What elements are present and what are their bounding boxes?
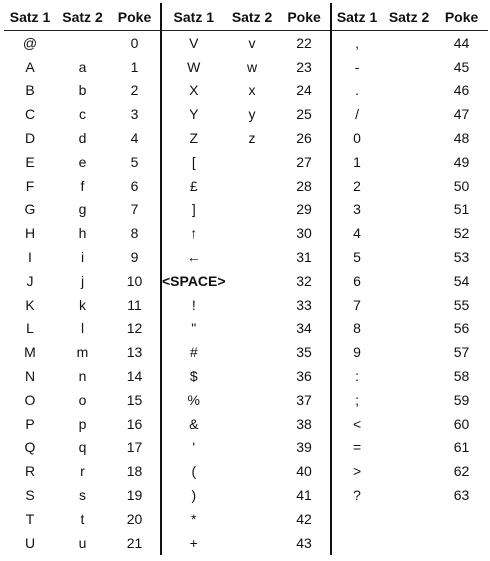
table-row: [4, 79, 488, 103]
table-cell: 43: [279, 531, 331, 555]
table-cell: W: [187, 58, 201, 75]
table-cell: 2: [109, 79, 161, 103]
table-cell: [331, 531, 383, 555]
table-cell: 0: [109, 31, 161, 55]
table-cell: -: [354, 58, 360, 75]
table-cell: #: [189, 344, 198, 361]
table-header-row: [4, 3, 488, 31]
table-cell: c: [79, 106, 86, 123]
table-cell: 12: [109, 317, 161, 341]
table-cell: .: [355, 82, 359, 99]
table-cell: ,: [355, 34, 359, 51]
table-cell: o: [78, 391, 87, 408]
table-cell: 25: [279, 102, 331, 126]
table-cell: 58: [453, 368, 470, 385]
table-cell: [226, 483, 279, 507]
table-cell: [383, 269, 436, 293]
column-header: Poke: [436, 3, 488, 31]
table-cell: m: [76, 344, 89, 361]
table-cell: [383, 507, 436, 531]
table-cell: A: [25, 58, 35, 75]
table-cell: [226, 436, 279, 460]
table-cell: [383, 317, 436, 341]
table-cell: [383, 31, 436, 55]
table-cell: 42: [279, 507, 331, 531]
column-header: Satz 2: [56, 3, 109, 31]
column-header: Satz 1: [161, 3, 226, 31]
table-cell: 6: [109, 174, 161, 198]
table-cell: [383, 245, 436, 269]
table-cell: ←: [186, 249, 201, 266]
table-cell: [: [191, 153, 196, 170]
table-cell: 27: [279, 150, 331, 174]
table-cell: [383, 55, 436, 79]
table-cell: X: [189, 82, 199, 99]
table-cell: [383, 198, 436, 222]
table-cell: 49: [453, 153, 470, 170]
table-cell: f: [80, 177, 85, 194]
table-cell: b: [78, 82, 87, 99]
table-cell: [226, 388, 279, 412]
table-cell: R: [24, 463, 36, 480]
table-cell: [226, 198, 279, 222]
table-row: [4, 55, 488, 79]
table-cell: 10: [109, 269, 161, 293]
table-cell: E: [25, 153, 35, 170]
table-cell: T: [25, 510, 35, 527]
table-cell: [383, 126, 436, 150]
table-cell: 56: [453, 320, 470, 337]
table-cell: 57: [453, 344, 470, 361]
table-cell: !: [191, 296, 196, 313]
table-cell: [383, 483, 436, 507]
table-cell: [383, 150, 436, 174]
table-cell: [226, 317, 279, 341]
table-row: [4, 198, 488, 222]
table-cell: 3: [353, 201, 361, 218]
table-cell: [226, 293, 279, 317]
table-cell: *: [191, 510, 197, 527]
table-cell: 6: [353, 272, 361, 289]
table-cell: [436, 507, 488, 531]
table-cell: 1: [109, 55, 161, 79]
table-cell: [226, 340, 279, 364]
table-cell: [383, 412, 436, 436]
table-cell: L: [26, 320, 34, 337]
table-cell: x: [248, 82, 256, 99]
table-cell: y: [248, 106, 256, 123]
table-cell: 34: [279, 317, 331, 341]
table-cell: H: [24, 225, 36, 242]
table-cell: 63: [453, 487, 470, 504]
table-row: [4, 245, 488, 269]
table-row: [4, 126, 488, 150]
table-cell: 17: [109, 436, 161, 460]
table-cell: 15: [109, 388, 161, 412]
table-cell: 54: [453, 272, 470, 289]
table-row: [4, 221, 488, 245]
table-cell: 46: [453, 82, 470, 99]
table-cell: 4: [353, 225, 361, 242]
table-cell: ": [191, 320, 197, 337]
table-row: [4, 31, 488, 55]
table-cell: =: [352, 439, 362, 456]
table-row: [4, 412, 488, 436]
table-cell: I: [28, 249, 32, 266]
table-cell: 40: [279, 459, 331, 483]
table-cell: 13: [109, 340, 161, 364]
table-row: [4, 483, 488, 507]
table-row: [4, 388, 488, 412]
table-cell: Q: [24, 439, 36, 456]
table-cell: 18: [109, 459, 161, 483]
table-row: [4, 174, 488, 198]
table-cell: 50: [453, 177, 470, 194]
table-cell: 48: [453, 130, 470, 147]
table-cell: Y: [189, 106, 199, 123]
column-header: Satz 1: [331, 3, 383, 31]
table-cell: 37: [279, 388, 331, 412]
table-cell: [383, 79, 436, 103]
table-cell: 26: [279, 126, 331, 150]
table-cell: <SPACE>: [162, 272, 226, 289]
table-cell: [226, 531, 279, 555]
table-cell: i: [80, 249, 85, 266]
table-cell: g: [78, 201, 87, 218]
table-cell: 29: [279, 198, 331, 222]
table-cell: 16: [109, 412, 161, 436]
table-cell: K: [25, 296, 35, 313]
table-cell: 9: [353, 344, 361, 361]
table-cell: [226, 269, 279, 293]
table-cell: 62: [453, 463, 470, 480]
table-cell: [226, 507, 279, 531]
table-cell: 5: [353, 249, 361, 266]
table-cell: ': [192, 439, 196, 456]
table-cell: 53: [453, 249, 470, 266]
table-cell: <: [352, 415, 362, 432]
table-cell: ;: [355, 391, 359, 408]
table-cell: ?: [353, 487, 361, 504]
table-cell: [383, 102, 436, 126]
table-cell: k: [79, 296, 86, 313]
table-cell: Z: [189, 130, 199, 147]
table-body: [4, 31, 488, 555]
table-cell: S: [25, 487, 35, 504]
table-cell: [383, 388, 436, 412]
table-cell: e: [78, 153, 87, 170]
table-cell: 38: [279, 412, 331, 436]
table-cell: >: [352, 463, 362, 480]
table-cell: 55: [453, 296, 470, 313]
table-cell: 45: [453, 58, 470, 75]
table-cell: 61: [453, 439, 470, 456]
table-cell: [56, 31, 109, 55]
column-header: Poke: [279, 3, 331, 31]
table-cell: [383, 364, 436, 388]
table-cell: [226, 364, 279, 388]
table-cell: %: [187, 391, 200, 408]
table-cell: P: [25, 415, 35, 432]
table-row: [4, 507, 488, 531]
table-cell: 3: [109, 102, 161, 126]
table-cell: [383, 340, 436, 364]
table-row: [4, 364, 488, 388]
poke-code-table: [4, 3, 488, 555]
table-cell: 21: [109, 531, 161, 555]
table-cell: U: [24, 534, 36, 551]
table-cell: &: [189, 415, 199, 432]
table-row: [4, 293, 488, 317]
table-cell: 59: [453, 391, 470, 408]
table-cell: [331, 507, 383, 531]
table-cell: [383, 459, 436, 483]
table-cell: 4: [109, 126, 161, 150]
table-cell: O: [24, 391, 36, 408]
table-cell: C: [24, 106, 36, 123]
table-cell: 22: [279, 31, 331, 55]
table-cell: 8: [353, 320, 361, 337]
table-cell: 24: [279, 79, 331, 103]
table-cell: B: [25, 82, 35, 99]
table-cell: 47: [453, 106, 470, 123]
table-cell: 2: [353, 177, 361, 194]
table-cell: 60: [453, 415, 470, 432]
table-cell: @: [22, 34, 38, 51]
table-cell: d: [78, 130, 87, 147]
table-row: [4, 317, 488, 341]
table-cell: 19: [109, 483, 161, 507]
table-cell: [226, 150, 279, 174]
column-header: Satz 2: [226, 3, 279, 31]
table-cell: $: [189, 368, 198, 385]
table-cell: 51: [453, 201, 470, 218]
table-cell: 32: [279, 269, 331, 293]
table-cell: N: [24, 368, 36, 385]
table-cell: 7: [353, 296, 361, 313]
table-cell: [383, 293, 436, 317]
table-cell: 36: [279, 364, 331, 388]
table-cell: t: [80, 510, 85, 527]
column-header: Poke: [109, 3, 161, 31]
table-cell: +: [189, 534, 198, 551]
table-cell: ]: [191, 201, 196, 218]
table-cell: 9: [109, 245, 161, 269]
table-cell: [226, 174, 279, 198]
table-cell: 20: [109, 507, 161, 531]
table-cell: D: [24, 130, 36, 147]
table-row: [4, 436, 488, 460]
table-row: [4, 459, 488, 483]
table-cell: l: [80, 320, 85, 337]
table-cell: 41: [279, 483, 331, 507]
table-cell: G: [24, 201, 36, 218]
column-header: Satz 1: [4, 3, 56, 31]
table-cell: [226, 412, 279, 436]
table-cell: [226, 221, 279, 245]
table-cell: 0: [353, 130, 361, 147]
table-cell: r: [80, 463, 85, 480]
table-cell: 31: [279, 245, 331, 269]
table-cell: 5: [109, 150, 161, 174]
table-cell: [383, 221, 436, 245]
table-cell: v: [248, 34, 256, 51]
table-cell: j: [80, 272, 85, 289]
table-cell: 11: [109, 293, 161, 317]
table-cell: [383, 531, 436, 555]
table-cell: :: [355, 368, 359, 385]
table-cell: 33: [279, 293, 331, 317]
column-header: Satz 2: [383, 3, 436, 31]
table-cell: [436, 531, 488, 555]
table-cell: [226, 459, 279, 483]
table-cell: u: [78, 534, 87, 551]
table-cell: V: [189, 34, 199, 51]
table-cell: [226, 245, 279, 269]
table-cell: n: [78, 368, 87, 385]
table-cell: h: [78, 225, 87, 242]
table-cell: s: [79, 487, 86, 504]
table-row: [4, 102, 488, 126]
table-cell: a: [78, 58, 87, 75]
table-cell: 44: [453, 34, 470, 51]
table-row: [4, 340, 488, 364]
table-cell: w: [246, 58, 258, 75]
table-cell: M: [24, 344, 36, 361]
table-row: [4, 269, 488, 293]
table-cell: 8: [109, 221, 161, 245]
table-cell: (: [191, 463, 197, 480]
table-cell: 14: [109, 364, 161, 388]
table-cell: 28: [279, 174, 331, 198]
table-cell: /: [355, 106, 359, 123]
table-cell: J: [26, 272, 34, 289]
table-cell: [383, 436, 436, 460]
table-cell: [383, 174, 436, 198]
table-row: [4, 531, 488, 555]
table-cell: 39: [279, 436, 331, 460]
table-cell: 1: [353, 153, 361, 170]
table-cell: ↑: [190, 225, 198, 242]
table-cell: 23: [279, 55, 331, 79]
table-cell: 52: [453, 225, 470, 242]
table-cell: £: [189, 177, 198, 194]
table-cell: F: [25, 177, 35, 194]
table-cell: 7: [109, 198, 161, 222]
table-cell: q: [78, 439, 87, 456]
table-cell: 35: [279, 340, 331, 364]
table-cell: z: [248, 130, 256, 147]
table-cell: ): [191, 487, 197, 504]
table-row: [4, 150, 488, 174]
table-cell: p: [78, 415, 87, 432]
table-cell: 30: [279, 221, 331, 245]
